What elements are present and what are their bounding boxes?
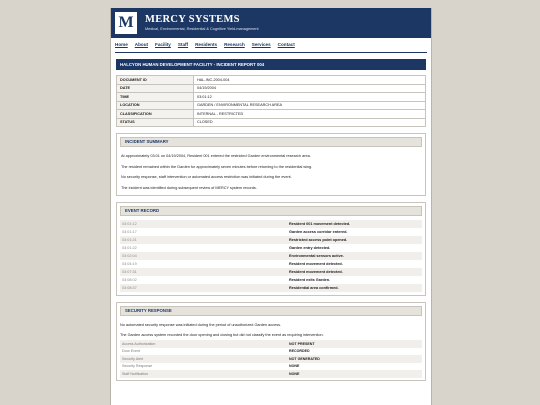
event-row (120, 260, 422, 268)
site-header (111, 8, 431, 38)
meta-row (117, 76, 426, 85)
event-time: 03:08:37 (122, 286, 137, 290)
meta-key: DATE (117, 84, 194, 93)
security-key: Access Authorization (122, 341, 156, 346)
event-time: 03:02:04 (122, 254, 137, 258)
security-value: NONE (289, 371, 300, 376)
event-time: 03:01:22 (122, 246, 137, 250)
security-paragraph: No automated security response was initiated during the period of unauthorized Garden access. (120, 323, 282, 327)
meta-key: TIME (117, 93, 194, 102)
document-page (110, 8, 432, 405)
security-key: Staff Notification (122, 371, 149, 376)
meta-key: CLASSIFICATION (117, 110, 194, 119)
summary-paragraph: The incident was identified during subsequent review of MERCY system records. (121, 185, 257, 190)
security-paragraph: The Garden access system recorded the door opening and closing but did not classify the event as requiring intervention. (120, 333, 324, 337)
security-row (120, 370, 422, 378)
event-desc: Residential area confirmed. (289, 286, 339, 290)
meta-key: LOCATION (117, 101, 194, 110)
event-desc: Resident 001 movement detected. (289, 222, 351, 226)
security-value: RECORDED (289, 349, 310, 354)
incident-summary-section (116, 133, 426, 196)
event-desc: Garden entry detected. (289, 246, 331, 250)
event-desc: Restricted access point opened. (289, 238, 348, 242)
event-time: 03:01:21 (122, 238, 137, 242)
security-row (120, 363, 422, 371)
security-value: NONE (289, 364, 300, 369)
security-key: Security Response (122, 364, 153, 369)
event-row (120, 244, 422, 252)
security-value: NOT PRESENT (289, 341, 315, 346)
event-row (120, 276, 422, 284)
event-desc: Resident movement detected. (289, 262, 343, 266)
event-time: 03:01:12 (122, 222, 137, 226)
event-row (120, 228, 422, 236)
meta-row (117, 110, 426, 119)
report-meta-table (116, 75, 426, 127)
event-desc: Resident exits Garden. (289, 278, 331, 282)
event-time: 03:01:17 (122, 230, 137, 234)
security-key: Door Event (122, 349, 140, 354)
section-heading: SECURITY RESPONSE (120, 306, 422, 316)
nav-staff[interactable]: Staff (177, 41, 189, 47)
security-response-section (116, 302, 426, 381)
nav-divider (115, 52, 427, 53)
event-time: 03:07:31 (122, 270, 137, 274)
nav-facility[interactable]: Facility (155, 41, 171, 47)
event-row (120, 236, 422, 244)
meta-row (117, 93, 426, 102)
nav-home[interactable]: Home (115, 41, 128, 47)
summary-paragraph: The resident remained within the Garden for approximately seven minutes before returning to the residential wing. (121, 164, 313, 169)
site-title: MERCY SYSTEMS (145, 14, 240, 25)
meta-value: HAL-INC-2004-004 (194, 76, 426, 85)
event-time: 03:08:02 (122, 278, 137, 282)
event-record-section (116, 202, 426, 296)
security-value: NOT GENERATED (289, 356, 320, 361)
security-key: Security Alert (122, 356, 144, 361)
section-heading: EVENT RECORD (120, 206, 422, 216)
meta-row (117, 118, 426, 127)
nav-residents[interactable]: Residents (195, 41, 218, 47)
event-row (120, 220, 422, 228)
event-time: 03:04:19 (122, 262, 137, 266)
meta-value: 04/19/2004 (194, 84, 426, 93)
report-title: HALCYON HUMAN DEVELOPMENT FACILITY - INCIDENT REPORT 004 (116, 59, 426, 70)
event-row (120, 268, 422, 276)
security-row (120, 348, 422, 356)
meta-row (117, 101, 426, 110)
meta-value: CLOSED (194, 118, 426, 127)
main-nav (111, 38, 431, 50)
meta-value: GARDEN / ENVIRONMENTAL RESEARCH AREA (194, 101, 426, 110)
nav-research[interactable]: Research (224, 41, 245, 47)
security-row (120, 340, 422, 348)
site-subtitle: Medical, Environmental, Residential & Cognitive Yield-management (145, 27, 259, 31)
logo: M (115, 12, 137, 34)
nav-about[interactable]: About (134, 41, 149, 47)
meta-key: STATUS (117, 118, 194, 127)
summary-paragraph: At approximately 03:01 on 04/19/2004, Resident 001 entered the restricted Garden environmental research area. (121, 154, 311, 158)
event-row (120, 252, 422, 260)
nav-contact[interactable]: Contact (277, 41, 295, 47)
meta-value: 03:01:12 (194, 93, 426, 102)
event-desc: Garden access corridor entered. (289, 230, 348, 234)
meta-row (117, 84, 426, 93)
nav-services[interactable]: Services (251, 41, 271, 47)
meta-key: DOCUMENT ID (117, 76, 194, 85)
security-row (120, 355, 422, 363)
section-heading: INCIDENT SUMMARY (120, 137, 422, 147)
meta-value: INTERNAL - RESTRICTED (194, 110, 426, 119)
summary-paragraph: No security response, staff intervention or automated access restriction was initiated during the event. (121, 175, 292, 179)
event-desc: Environmental sensors active. (289, 254, 344, 258)
event-desc: Resident movement detected. (289, 270, 343, 274)
event-row (120, 284, 422, 292)
